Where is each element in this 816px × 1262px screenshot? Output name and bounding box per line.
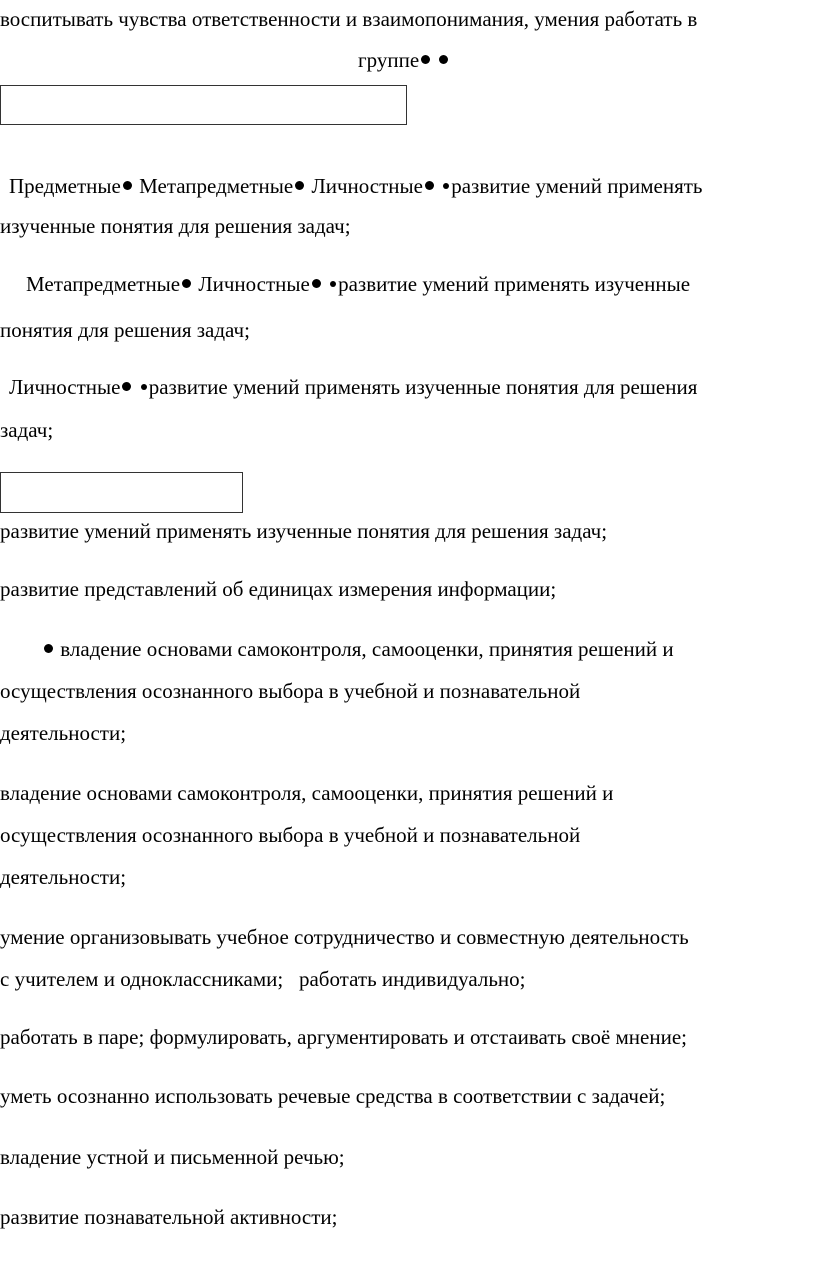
list-item-cooperation-line-1: умение организовывать учебное сотрудничество и совместную деятельность <box>0 925 689 949</box>
bullet-icon <box>421 55 430 64</box>
bullet-icon <box>443 183 449 189</box>
bullet-icon <box>439 55 448 64</box>
bullet-icon <box>44 644 53 653</box>
list-item-control-line-3: деятельности; <box>0 865 127 889</box>
list-item-speech: владение устной и письменной речью; <box>0 1145 345 1169</box>
list-item-activity: развитие познавательной активности; <box>0 1205 338 1229</box>
block-c-line-1 <box>9 374 697 400</box>
block-c-line-2: задач; <box>0 418 54 442</box>
bullet-icon <box>425 181 434 190</box>
block-b-line-2: понятия для решения задач; <box>0 318 250 342</box>
list-item-skills: развитие умений применять изученные понятия для решения задач; <box>0 519 608 543</box>
cooperation-text-a: с учителем и одноклассниками; <box>0 967 284 991</box>
list-item-units: развитие представлений об единицах измерения информации; <box>0 577 557 601</box>
bullet-icon <box>141 384 147 390</box>
intro-line-2 <box>358 47 450 73</box>
bullet-icon <box>122 382 131 391</box>
empty-box-2 <box>0 472 243 513</box>
block-a-tail: развитие умений применять <box>451 174 703 198</box>
bullet-icon <box>312 279 321 288</box>
block-c-tail: развитие умений применять изученные понятия для решения <box>148 375 698 399</box>
bullet-icon <box>123 181 132 190</box>
empty-box-1 <box>0 85 407 125</box>
intro-line-2-text: группе <box>358 48 420 72</box>
list-item-pair: работать в паре; формулировать, аргументировать и отстаивать своё мнение; <box>0 1025 687 1049</box>
block-b-line-1 <box>26 271 690 297</box>
bullet-icon <box>182 279 191 288</box>
block-a-line-1 <box>9 173 703 199</box>
control-bullet-text-1: владение основами самоконтроля, самооценки, принятия решений и <box>60 637 674 661</box>
label-subject: Предметные <box>9 174 121 198</box>
bullet-icon <box>295 181 304 190</box>
list-item-speech-means: уметь осознанно использовать речевые средства в соответствии с задачей; <box>0 1084 666 1108</box>
intro-line-1: воспитывать чувства ответственности и взаимопонимания, умения работать в <box>0 7 698 31</box>
block-b-tail: развитие умений применять изученные <box>338 272 691 296</box>
list-item-control-bullet-line-1 <box>42 636 674 662</box>
label-meta: Метапредметные <box>139 174 294 198</box>
block-a-line-2: изученные понятия для решения задач; <box>0 214 351 238</box>
label-personal: Личностные <box>198 272 310 296</box>
label-meta: Метапредметные <box>26 272 181 296</box>
list-item-cooperation-line-2 <box>0 966 526 992</box>
list-item-control-bullet-line-2: осуществления осознанного выбора в учебной и познавательной <box>0 679 581 703</box>
cooperation-text-b: работать индивидуально; <box>298 967 526 991</box>
list-item-control-line-1: владение основами самоконтроля, самооценки, принятия решений и <box>0 781 614 805</box>
list-item-control-bullet-line-3: деятельности; <box>0 721 127 745</box>
bullet-icon <box>330 281 336 287</box>
label-personal: Личностные <box>311 174 423 198</box>
list-item-control-line-2: осуществления осознанного выбора в учебной и познавательной <box>0 823 581 847</box>
label-personal: Личностные <box>9 375 121 399</box>
